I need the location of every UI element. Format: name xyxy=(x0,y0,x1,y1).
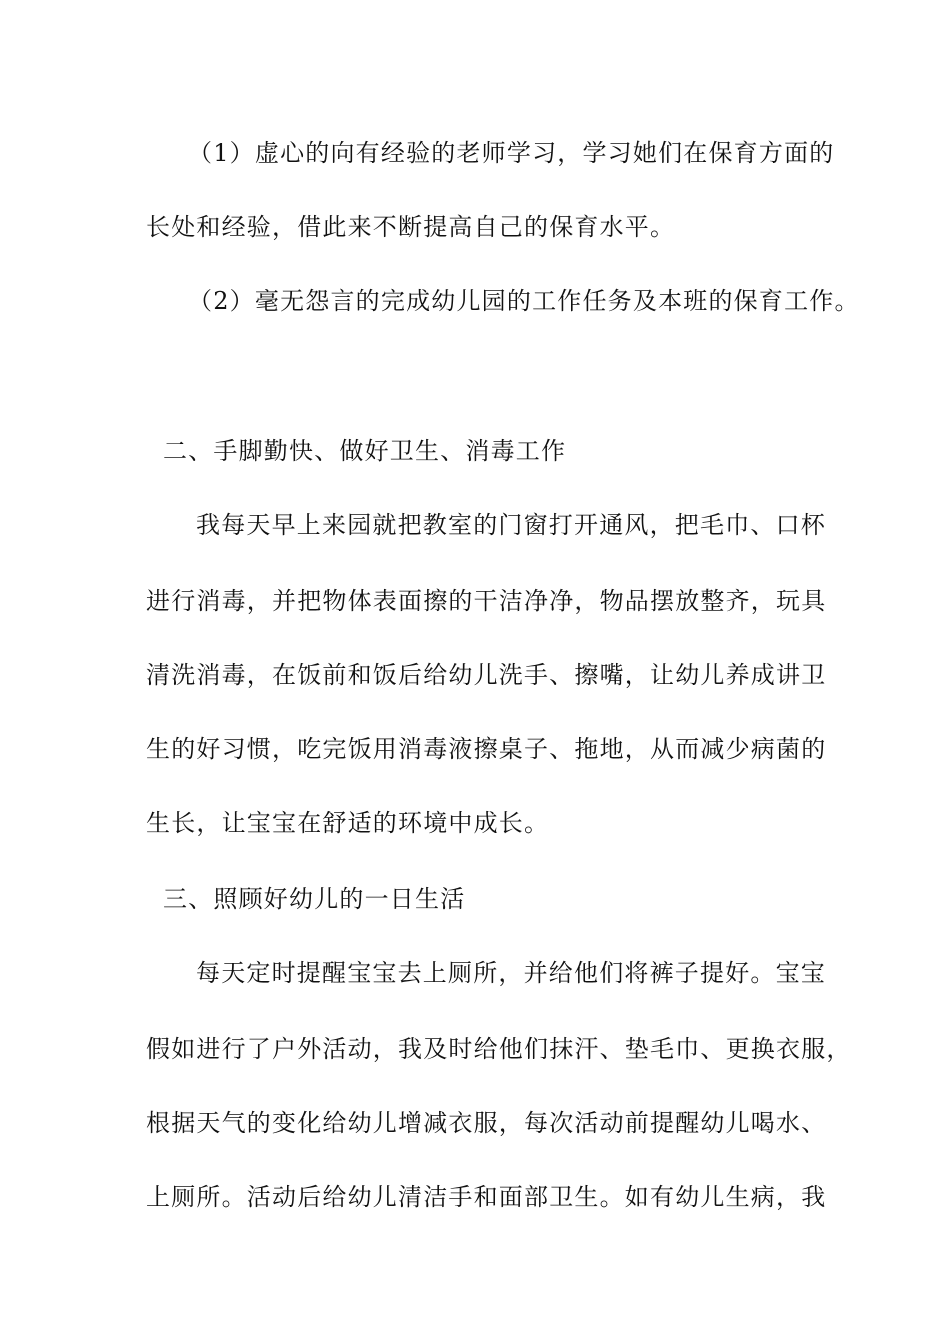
section-heading-3: 三、照顾好幼儿的一日生活 xyxy=(163,885,466,913)
paragraph-4-line-4: 上厕所。活动后给幼儿清洁手和面部卫生。如有幼儿生病，我 xyxy=(146,1183,827,1211)
paragraph-1-line-1: （1）虚心的向有经验的老师学习，学习她们在保育方面的 xyxy=(188,139,835,167)
section-heading-2: 二、手脚勤快、做好卫生、消毒工作 xyxy=(163,437,567,465)
paragraph-1-line-2: 长处和经验，借此来不断提高自己的保育水平。 xyxy=(146,213,676,241)
paragraph-3-line-5: 生长，让宝宝在舒适的环境中成长。 xyxy=(146,809,550,837)
paragraph-4-line-1: 每天定时提醒宝宝去上厕所，并给他们将裤子提好。宝宝 xyxy=(196,959,826,987)
paragraph-3-line-1: 我每天早上来园就把教室的门窗打开通风，把毛巾、口杯 xyxy=(196,511,826,539)
paragraph-4-line-3: 根据天气的变化给幼儿增减衣服，每次活动前提醒幼儿喝水、 xyxy=(146,1109,827,1137)
paragraph-4-line-2: 假如进行了户外活动，我及时给他们抹汗、垫毛巾、更换衣服， xyxy=(146,1035,852,1063)
paragraph-3-line-4: 生的好习惯，吃完饭用消毒液擦桌子、拖地，从而减少病菌的 xyxy=(146,735,827,763)
paragraph-2-line-1: （2）毫无怨言的完成幼儿园的工作任务及本班的保育工作。 xyxy=(188,287,860,315)
paragraph-3-line-3: 清洗消毒，在饭前和饭后给幼儿洗手、擦嘴，让幼儿养成讲卫 xyxy=(146,661,827,689)
paragraph-3-line-2: 进行消毒，并把物体表面擦的干洁净净，物品摆放整齐，玩具 xyxy=(146,587,827,615)
